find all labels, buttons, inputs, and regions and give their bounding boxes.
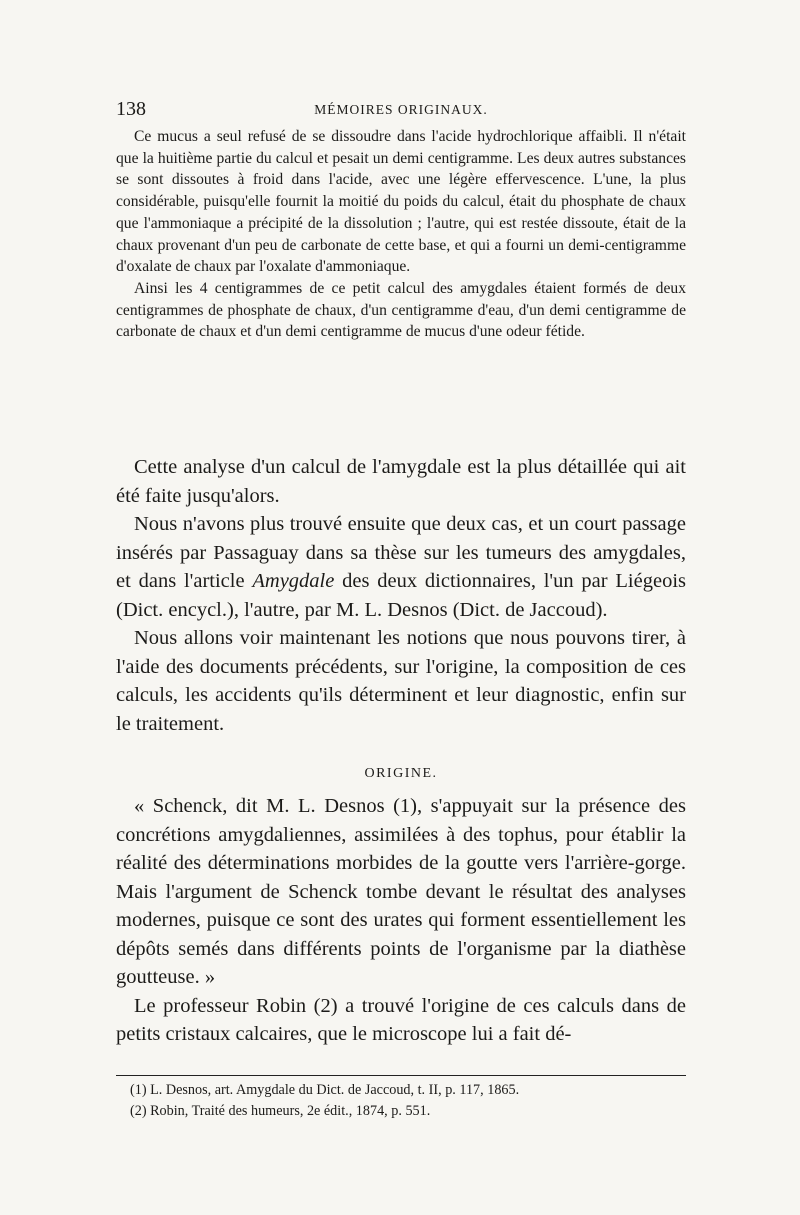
- origin-text-block: [116, 792, 686, 1049]
- paragraph: [116, 510, 686, 624]
- paragraph: Cette analyse d'un calcul de l'amygdale est la plus détaillée qui ait été faite jusqu'alors.: [116, 456, 686, 507]
- running-head: MÉMOIRES ORIGINAUX.: [314, 102, 488, 117]
- small-print-block: [116, 126, 686, 343]
- paragraph: Ainsi les 4 centigrammes de ce petit calcul des amygdales étaient formés de deux centigrammes de phosphate de chaux, d'un centigramme d'eau, d'un demi centigramme de carbonate de chaux et d'un demi centigramme de mucus d'une odeur fétide.: [116, 279, 686, 341]
- page-header: [116, 98, 686, 124]
- section-heading: ORIGINE.: [364, 766, 438, 781]
- footnotes: [116, 1080, 686, 1122]
- text-run: Nous n'avons plus trouvé ensuite que deux cas, et un court passage insérés par Passaguay dans sa thèse sur les tumeurs des amygdales, et dans l'article: [116, 513, 686, 592]
- paragraph: Le professeur Robin (2) a trouvé l'origine de ces calculs dans de petits cristaux calcaires, que le microscope lui a fait dé-: [116, 994, 686, 1045]
- italic-term: Amygdale: [252, 570, 335, 592]
- footnote: (2) Robin, Traité des humeurs, 2e édit., 1874, p. 551.: [130, 1103, 431, 1119]
- footnote-rule: [116, 1075, 686, 1076]
- main-text-block: [116, 453, 686, 738]
- text-run: des deux dictionnaires, l'un par Liégeois (Dict. encycl.), l'autre, par M. L. Desnos (Dict. de Jaccoud).: [116, 570, 686, 621]
- paragraph: Nous allons voir maintenant les notions que nous pouvons tirer, à l'aide des documents précédents, sur l'origine, la composition de ces calculs, les accidents qu'ils déterminent et leur diagnostic, enfin sur le traitement.: [116, 627, 686, 735]
- page-number: 138: [116, 98, 146, 120]
- paragraph: Ce mucus a seul refusé de se dissoudre dans l'acide hydrochlorique affaibli. Il n'était que la huitième partie du calcul et pesait un demi centigramme. Les deux autres substances se sont dissoutes à froid dans l'acide, avec une légère effervescence. L'une, la plus considérable, puisqu'elle fournit la moitié du poids du calcul, était du phosphate de chaux que l'ammoniaque a précipité de la dissolution ; l'autre, qui est restée dissoute, était de la chaux provenant d'un peu de carbonate de cette base, et qui a fourni un demi-centigramme d'oxalate de chaux par l'oxalate d'ammoniaque.: [116, 128, 686, 276]
- paragraph: « Schenck, dit M. L. Desnos (1), s'appuyait sur la présence des concrétions amygdaliennes, assimilées à des tophus, pour établir la réalité des déterminations morbides de la goutte vers l'arrière-gorge. Mais l'argument de Schenck tombe devant le résultat des analyses modernes, puisque ce sont des urates qui forment essentiellement les dépôts semés dans différents points de l'organisme par la diathèse goutteuse. »: [116, 795, 686, 988]
- footnote: (1) L. Desnos, art. Amygdale du Dict. de Jaccoud, t. II, p. 117, 1865.: [130, 1082, 520, 1098]
